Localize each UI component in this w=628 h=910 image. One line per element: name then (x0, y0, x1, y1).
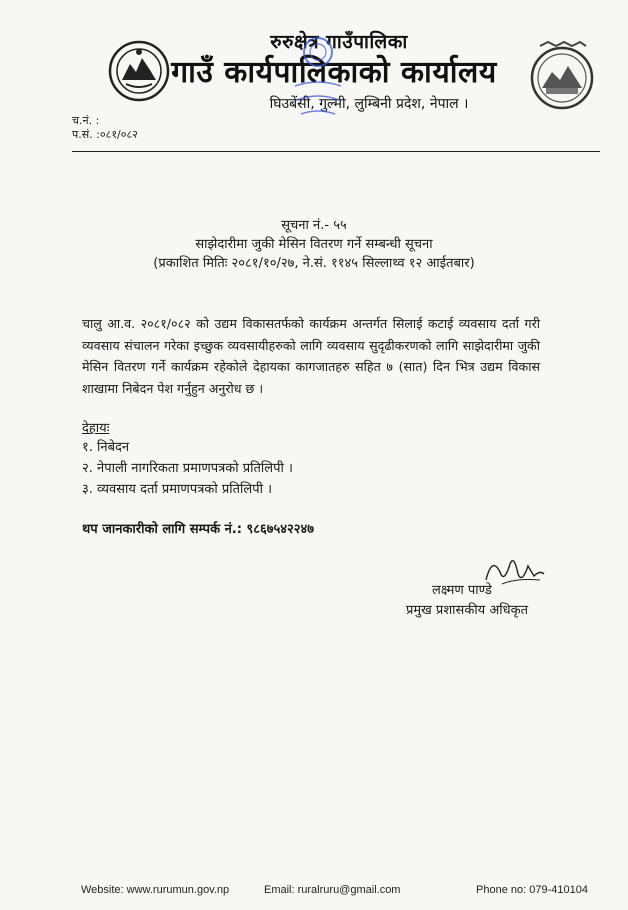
office-name: गाउँ कार्यपालिकाको कार्यालय (171, 55, 497, 90)
municipality-logo-icon (526, 36, 598, 114)
notice-body: चालु आ.व. २०८१/०८२ को उद्यम विकासतर्फको कार्यक्रम अन्तर्गत सिलाई कटाई व्यवसाय दर्ता गरी व्यवसाय संचालन गरेका इच्छुक व्यवसायीहरुको लागि व्यवसाय सुदृढीकरणको लागि साझेदारीमा जुकी मेसिन वितरण गर्ने कार्यक्रम रहेकोले देहायका कागजातहरु सहित ७ (सात) दिन भित्र उद्यम विकास शाखामा निबेदन पेश गर्नुहुन अनुरोध छ । (82, 316, 540, 396)
signatory-name: लक्ष्मण पाण्डे (432, 583, 492, 598)
municipality-name: रुरुक्षेत्र गाउँपालिका (270, 31, 408, 53)
documents-heading: देहायः (82, 421, 110, 436)
document-item: १. निबेदन (82, 440, 130, 455)
reference-fiscal-year: प.सं. :०८१/०८२ (72, 128, 138, 141)
footer-website[interactable]: Website: www.rurumun.gov.np (81, 884, 230, 896)
office-seal-stamp (285, 30, 351, 126)
contact-number: थप जानकारीको लागि सम्पर्क नं.: ९८६७५४२२४७ (82, 522, 315, 537)
footer-email[interactable]: Email: ruralruru@gmail.com (264, 884, 401, 896)
office-address: घिउबेंसी, गुल्मी, लुम्बिनी प्रदेश, नेपाल । (269, 96, 469, 112)
signatory-title: प्रमुख प्रशासकीय अधिकृत (406, 603, 529, 618)
header-divider (72, 151, 600, 152)
notice-published-date: (प्रकाशित मितिः २०८१/१०/२७, ने.सं. ११४५ सिल्लाथ्व १२ आईतबार) (153, 256, 475, 271)
notice-number: सूचना नं.- ५५ (281, 218, 347, 233)
document-item: २. नेपाली नागरिकता प्रमाणपत्रको प्रतिलिपी । (82, 461, 293, 476)
reference-cha-no: च.नं. : (72, 114, 100, 127)
document-item: ३. व्यवसाय दर्ता प्रमाणपत्रको प्रतिलिपी । (82, 482, 273, 497)
footer-phone: Phone no: 079-410104 (476, 884, 588, 896)
notice-subject: साझेदारीमा जुकी मेसिन वितरण गर्ने सम्बन्धी सूचना (195, 237, 433, 252)
